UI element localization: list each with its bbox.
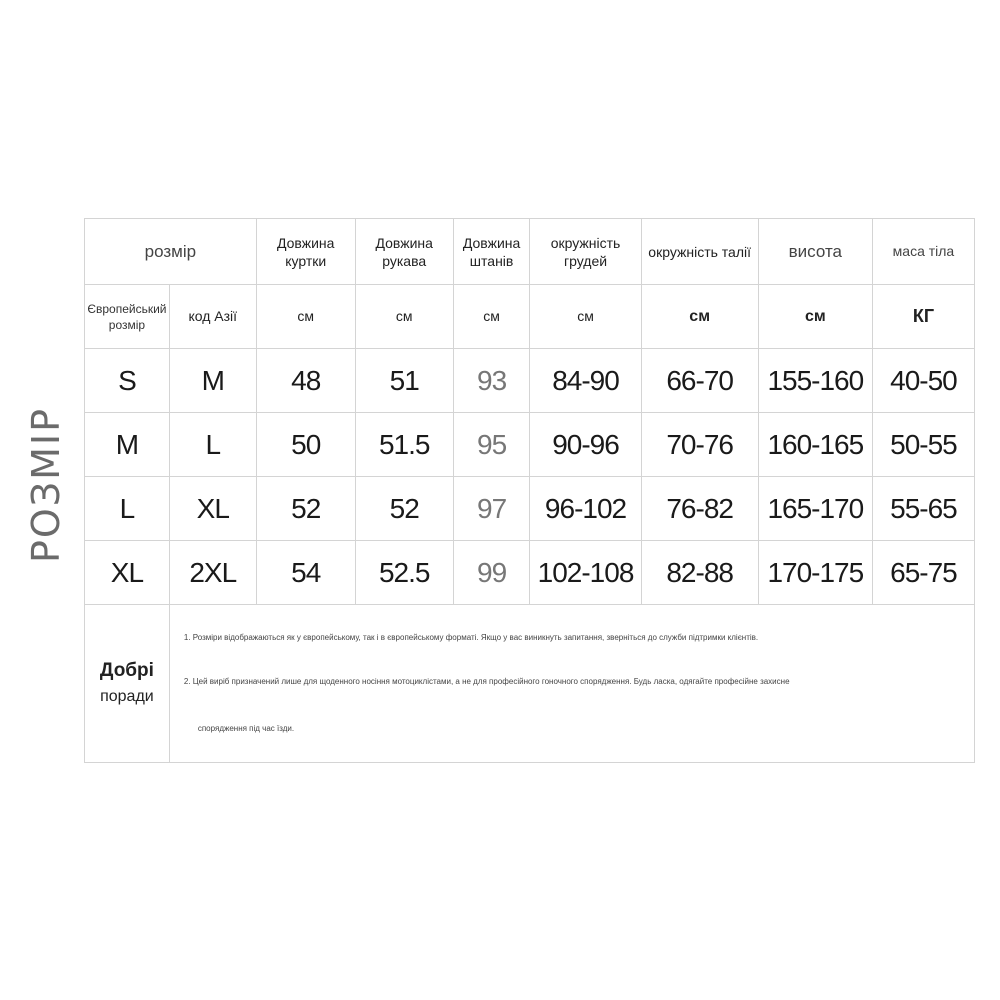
table-row	[85, 349, 975, 413]
cell-weight: 55-65	[872, 477, 974, 541]
unit-waist: см	[641, 285, 758, 349]
cell-chest: 84-90	[530, 349, 641, 413]
header-chest: окружність грудей	[530, 219, 641, 285]
cell-height: 160-165	[758, 413, 872, 477]
header-size: розмір	[85, 219, 257, 285]
cell-chest: 90-96	[530, 413, 641, 477]
cell-chest: 102-108	[530, 541, 641, 605]
cell-asia-code: M	[169, 349, 256, 413]
cell-pants-length: 97	[453, 477, 530, 541]
cell-eu-size: XL	[85, 541, 170, 605]
tip-note-1: 1. Розміри відображаються як у європейському, так і в європейському форматі. Якщо у вас виникнуть запитання, зверніться до служби підтримки клієнтів.	[183, 633, 759, 642]
cell-jacket-length: 52	[256, 477, 355, 541]
table-row	[85, 541, 975, 605]
table-row	[85, 413, 975, 477]
tips-notes	[169, 605, 974, 763]
cell-sleeve-length: 51.5	[355, 413, 453, 477]
tip-note-2: 2. Цей виріб призначений лише для щоденного носіння мотоциклістами, а не для професійного гоночного спорядження. Будь ласка, одягайте професійне захисне	[183, 677, 790, 686]
cell-chest: 96-102	[530, 477, 641, 541]
cell-height: 165-170	[758, 477, 872, 541]
unit-jacket: см	[256, 285, 355, 349]
cell-waist: 66-70	[641, 349, 758, 413]
header-jacket-length: Довжина куртки	[256, 219, 355, 285]
tip-note-2-continued: спорядження під час їзди.	[197, 724, 295, 733]
cell-asia-code: L	[169, 413, 256, 477]
cell-eu-size: S	[85, 349, 170, 413]
cell-height: 155-160	[758, 349, 872, 413]
cell-asia-code: 2XL	[169, 541, 256, 605]
cell-jacket-length: 48	[256, 349, 355, 413]
unit-sleeve: см	[355, 285, 453, 349]
unit-chest: см	[530, 285, 641, 349]
cell-weight: 40-50	[872, 349, 974, 413]
cell-eu-size: L	[85, 477, 170, 541]
header-sleeve-length: Довжина рукава	[355, 219, 453, 285]
tips-title	[85, 605, 170, 763]
tips-row	[85, 605, 975, 763]
cell-waist: 76-82	[641, 477, 758, 541]
side-title-text: РОЗМІР	[24, 406, 69, 564]
cell-sleeve-length: 51	[355, 349, 453, 413]
header-height: висота	[758, 219, 872, 285]
cell-pants-length: 93	[453, 349, 530, 413]
cell-pants-length: 95	[453, 413, 530, 477]
header-weight: маса тіла	[872, 219, 974, 285]
subheader-asia-code: код Азії	[169, 285, 256, 349]
header-row	[85, 219, 975, 285]
cell-waist: 82-88	[641, 541, 758, 605]
size-chart-table	[84, 218, 975, 763]
cell-asia-code: XL	[169, 477, 256, 541]
tips-title-line2: поради	[100, 687, 154, 705]
cell-height: 170-175	[758, 541, 872, 605]
cell-sleeve-length: 52.5	[355, 541, 453, 605]
unit-row	[85, 285, 975, 349]
header-pants-length: Довжина штанів	[453, 219, 530, 285]
header-waist: окружність талії	[641, 219, 758, 285]
cell-jacket-length: 50	[256, 413, 355, 477]
side-title	[15, 405, 77, 565]
subheader-eu-size: Європейський розмір	[85, 285, 170, 349]
cell-weight: 50-55	[872, 413, 974, 477]
cell-sleeve-length: 52	[355, 477, 453, 541]
cell-waist: 70-76	[641, 413, 758, 477]
cell-weight: 65-75	[872, 541, 974, 605]
cell-eu-size: M	[85, 413, 170, 477]
tips-title-line1: Добрі	[99, 659, 154, 681]
unit-pants: см	[453, 285, 530, 349]
unit-weight: КГ	[872, 285, 974, 349]
table-row	[85, 477, 975, 541]
unit-height: см	[758, 285, 872, 349]
cell-jacket-length: 54	[256, 541, 355, 605]
cell-pants-length: 99	[453, 541, 530, 605]
